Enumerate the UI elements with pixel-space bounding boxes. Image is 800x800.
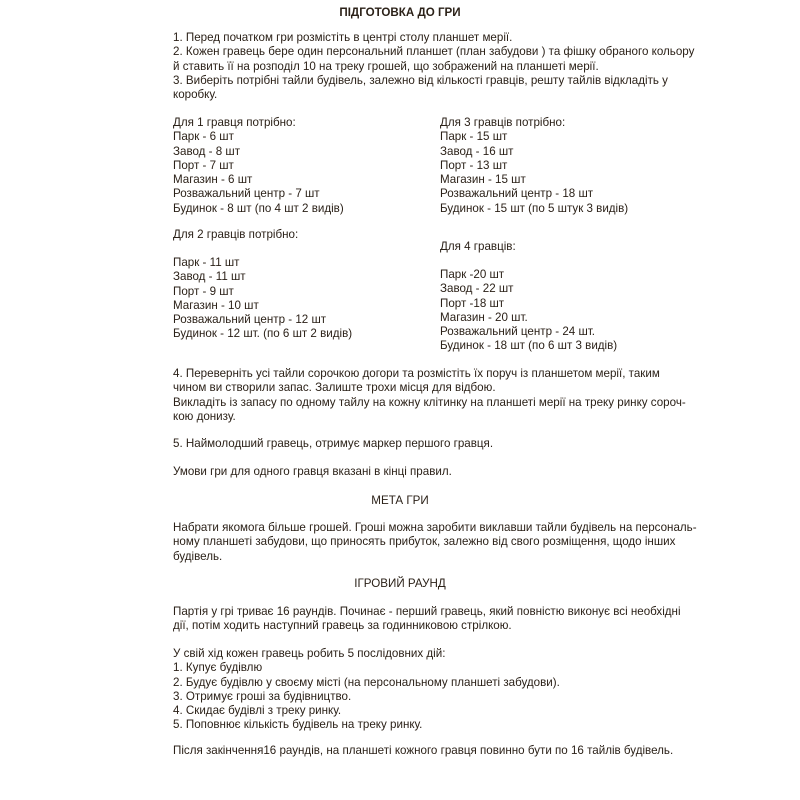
list-item: Будинок - 15 шт (по 5 штук 3 видів): [440, 201, 629, 215]
goal-paragraph: [173, 521, 697, 564]
players2-list: [173, 256, 352, 342]
list-item: Розважальний центр - 18 шт: [440, 187, 594, 201]
list-item: Розважальний центр - 24 шт.: [440, 325, 596, 339]
list-item: Порт - 9 шт: [173, 284, 234, 298]
step4-line: Викладіть із запасу по одному тайлу на кожну клітинку на планшеті мерії на треку ринку сороч-: [173, 395, 686, 409]
list-item: Завод - 16 шт: [440, 144, 514, 158]
list-item: 1. Купує будівлю: [173, 661, 263, 675]
list-item: Порт -18 шт: [440, 296, 505, 310]
solo-note: Умови гри для одного гравця вказані в кінці правил.: [173, 465, 452, 478]
page-title: ПІДГОТОВКА ДО ГРИ: [339, 6, 461, 19]
list-item: Будинок - 12 шт. (по 6 шт 2 видів): [173, 327, 353, 341]
players2-heading: Для 2 гравців потрібно:: [173, 228, 299, 241]
list-item: Парк - 15 шт: [440, 130, 508, 144]
list-item: Парк - 6 шт: [173, 130, 234, 144]
round-title: ІГРОВИЙ РАУНД: [354, 577, 446, 590]
players4-list: [440, 268, 617, 354]
step4-paragraph: [173, 367, 686, 424]
list-item: Магазин - 15 шт: [440, 173, 526, 187]
list-item: 3. Отримує гроші за будівництво.: [173, 689, 352, 703]
list-item: Розважальний центр - 12 шт: [173, 313, 327, 327]
players3-heading: Для 3 гравців потрібно:: [440, 116, 566, 129]
step5-text: 5. Наймолодший гравець, отримує маркер першого гравця.: [173, 437, 494, 450]
intro-line: й ставить її на розподіл 10 на треку грошей, що зображений на планшеті мерії.: [173, 59, 599, 73]
list-item: Будинок - 8 шт (по 4 шт 2 видів): [173, 201, 344, 215]
list-item: Магазин - 20 шт.: [440, 310, 528, 324]
goal-line: будівель.: [173, 549, 223, 563]
list-item: Парк -20 шт: [440, 268, 505, 281]
list-item: Парк - 11 шт: [173, 256, 240, 269]
turn-paragraph: [173, 647, 560, 733]
list-item: Завод - 11 шт: [173, 270, 246, 284]
step4-line: кою донизу.: [173, 409, 236, 423]
step4-line: 4. Переверніть усі тайли сорочкою догори та розмістіть їх поруч із планшетом мерії, таким: [173, 367, 660, 380]
list-item: Магазин - 10 шт: [173, 298, 259, 312]
intro-line: 2. Кожен гравець бере один персональний планшет (план забудови ) та фішку обраного кольору: [173, 45, 695, 59]
intro-line: 3. Виберіть потрібні тайли будівель, залежно від кількості гравців, решту тайлів відкладіть у: [173, 73, 668, 87]
goal-line: Набрати якомога більше грошей. Гроші можна заробити виклавши тайли будівель на персональ-: [173, 521, 697, 534]
list-item: Порт - 7 шт: [173, 158, 234, 172]
list-item: 4. Скидає будівлі з треку ринку.: [173, 704, 342, 718]
players3-list: [440, 116, 628, 216]
goal-title: МЕТА ГРИ: [371, 494, 429, 507]
round-paragraph: [173, 605, 681, 634]
list-item: 2. Будує будівлю у своєму місті (на персональному планшеті забудови).: [173, 675, 560, 689]
step4-line: чином ви створили запас. Залиште трохи місця для відбою.: [173, 381, 496, 395]
turn-intro: У свій хід кожен гравець робить 5 послідовних дій:: [173, 647, 446, 660]
list-item: Завод - 8 шт: [173, 144, 241, 158]
list-item: 5. Поповнює кількість будівель на треку ринку.: [173, 718, 423, 732]
players1-list: [173, 116, 344, 216]
intro-line: 1. Перед початком гри розмістіть в центрі столу планшет мерії.: [173, 31, 513, 44]
players4-heading: Для 4 гравців:: [440, 240, 516, 253]
list-item: Порт - 13 шт: [440, 158, 508, 172]
list-item: Розважальний центр - 7 шт: [173, 187, 320, 201]
round-line: Партія у грі триває 16 раундів. Починає - перший гравець, який повністю виконує всі необхідні: [173, 605, 681, 618]
intro-paragraph: [173, 31, 694, 102]
intro-line: коробку.: [173, 88, 218, 102]
list-item: Магазин - 6 шт: [173, 173, 253, 187]
list-item: Будинок - 18 шт (по 6 шт 3 видів): [440, 339, 618, 353]
goal-line: ному планшеті забудови, що приносять прибуток, залежно від свого розміщення, щодо інших: [173, 535, 676, 549]
players1-heading: Для 1 гравця потрібно:: [173, 116, 296, 129]
end-note: Після закінчення16 раундів, на планшеті кожного гравця повинно бути по 16 тайлів будівель.: [173, 744, 674, 757]
list-item: Завод - 22 шт: [440, 282, 514, 296]
round-line: дії, потім ходить наступний гравець за годинниковою стрілкою.: [173, 619, 512, 633]
